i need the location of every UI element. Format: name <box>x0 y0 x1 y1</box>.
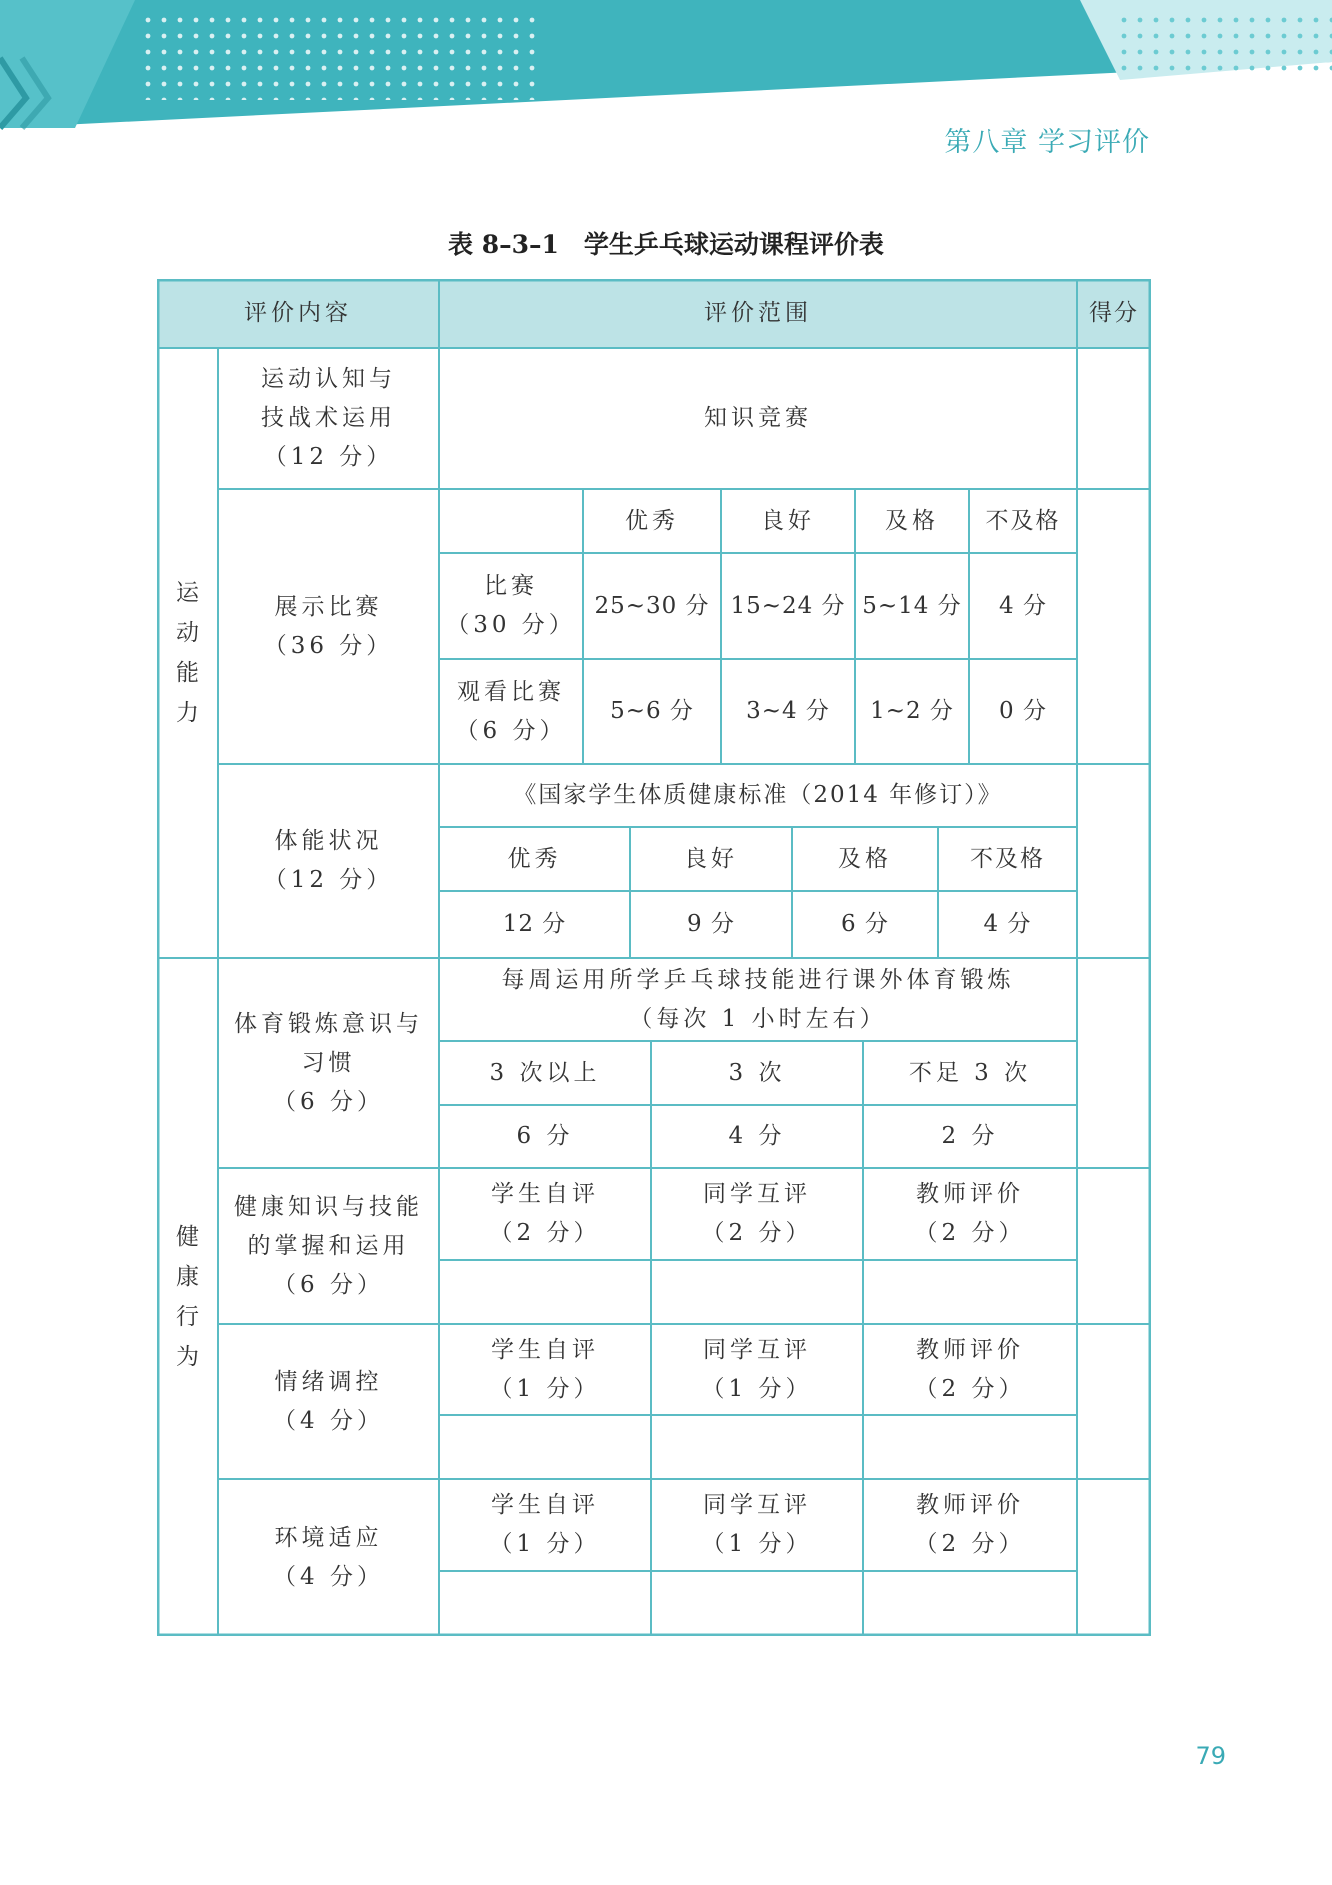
exercise-value: 4 分 <box>728 1123 786 1149</box>
section-health-label: 健康行为 <box>176 1224 199 1370</box>
knowledge-eval: 学生自评 （2 分） <box>489 1181 601 1246</box>
match-level: 良好 <box>761 507 815 534</box>
row-environment-label: 环境适应 （4 分） <box>273 1524 384 1590</box>
environment-eval: 同学互评 （1 分） <box>701 1492 813 1557</box>
row-cognition-range: 知识竞赛 <box>704 405 812 431</box>
emotion-eval: 学生自评 （1 分） <box>489 1336 601 1402</box>
fitness-level: 优秀 <box>507 845 562 872</box>
page-number: 79 <box>1195 1742 1226 1770</box>
match-game-value: 5~14 分 <box>862 592 962 619</box>
fitness-level: 不及格 <box>970 845 1045 872</box>
fitness-value: 9 分 <box>687 911 735 937</box>
section-motor-label: 运动能力 <box>176 580 199 726</box>
header-score: 得分 <box>1089 300 1139 326</box>
exercise-level: 不足 3 次 <box>908 1059 1032 1086</box>
match-game-value: 15~24 分 <box>730 592 846 619</box>
chapter-title: 第八章 学习评价 <box>944 127 1150 158</box>
match-game-value: 4 分 <box>999 592 1047 619</box>
evaluation-table <box>157 279 1151 1636</box>
fitness-value: 6 分 <box>841 911 889 937</box>
header-content: 评价内容 <box>244 300 352 326</box>
fitness-standard: 《国家学生体质健康标准（2014 年修订）》 <box>513 782 1003 808</box>
fitness-level: 良好 <box>684 845 738 872</box>
header-range: 评价范围 <box>704 300 812 326</box>
match-watch-value: 0 分 <box>999 698 1047 724</box>
exercise-value: 2 分 <box>941 1123 999 1149</box>
exercise-desc: 每周运用所学乒乓球技能进行课外体育锻炼 （每次 1 小时左右） <box>501 966 1015 1032</box>
row-match-label: 展示比赛 （36 分） <box>263 593 394 659</box>
row-emotion-label: 情绪调控 （4 分） <box>273 1368 384 1434</box>
match-watch-value: 1~2 分 <box>870 698 954 724</box>
exercise-value: 6 分 <box>516 1123 574 1149</box>
match-level: 优秀 <box>625 507 679 534</box>
row-cognition-label: 运动认知与 技战术运用 （12 分） <box>261 366 396 470</box>
header-banner <box>0 0 1332 130</box>
match-watch-value: 3~4 分 <box>746 698 830 724</box>
knowledge-eval: 同学互评 （2 分） <box>701 1181 813 1246</box>
match-watch-value: 5~6 分 <box>610 698 694 724</box>
table-caption: 表 8–3–1 学生乒乓球运动课程评价表 <box>448 230 884 259</box>
emotion-eval: 同学互评 （1 分） <box>701 1336 813 1402</box>
match-game-label: 比赛 （30 分） <box>446 573 576 638</box>
exercise-level: 3 次以上 <box>489 1059 601 1086</box>
row-knowledge-label: 健康知识与技能 的掌握和运用 （6 分） <box>234 1193 423 1298</box>
row-fitness-label: 体能状况 （12 分） <box>263 828 394 893</box>
exercise-level: 3 次 <box>728 1059 786 1086</box>
section-motor <box>157 348 218 958</box>
row-exercise-label: 体育锻炼意识与 习惯 （6 分） <box>234 1010 423 1115</box>
fitness-level: 及格 <box>838 845 892 872</box>
emotion-eval: 教师评价 （2 分） <box>914 1336 1026 1402</box>
environment-eval: 教师评价 （2 分） <box>914 1492 1026 1557</box>
knowledge-eval: 教师评价 （2 分） <box>914 1181 1026 1246</box>
section-health <box>157 958 218 1636</box>
fitness-value: 4 分 <box>983 911 1032 937</box>
match-watch-label: 观看比赛 （6 分） <box>455 678 567 744</box>
fitness-value: 12 分 <box>502 911 567 937</box>
match-game-value: 25~30 分 <box>594 592 710 619</box>
match-level: 不及格 <box>985 507 1061 534</box>
environment-eval: 学生自评 （1 分） <box>489 1492 601 1557</box>
match-level: 及格 <box>885 507 939 534</box>
